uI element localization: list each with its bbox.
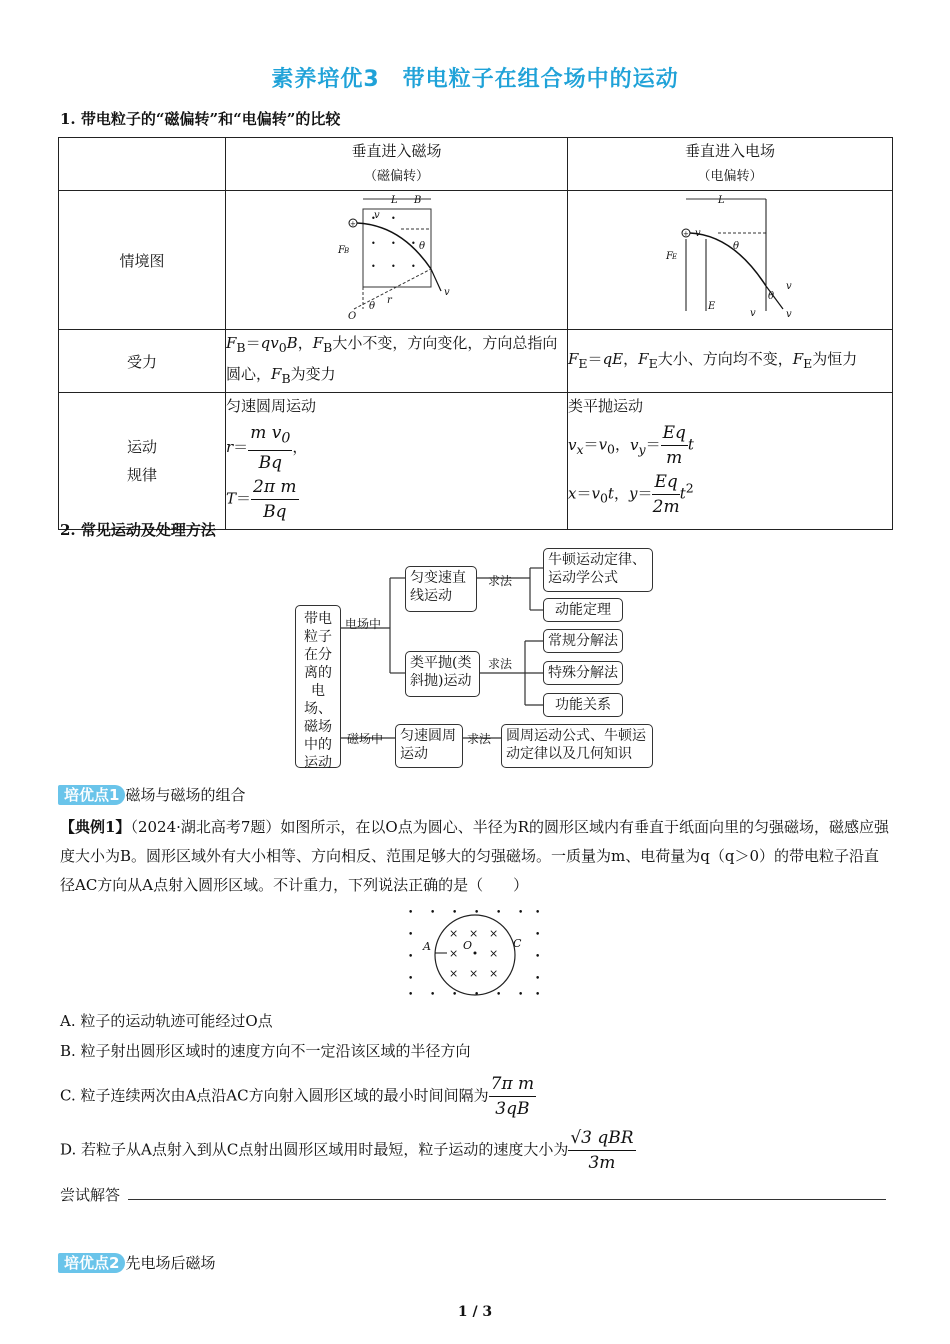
- svg-text:•: •: [411, 262, 416, 271]
- svg-text:•: •: [496, 908, 502, 918]
- header-electric: 垂直进入电场 （电偏转）: [568, 138, 893, 191]
- svg-text:r: r: [387, 295, 392, 306]
- svg-text:•: •: [535, 990, 541, 1000]
- svg-text:F: F: [666, 251, 673, 262]
- svg-text:•: •: [391, 239, 396, 248]
- svg-text:v: v: [444, 287, 450, 298]
- svg-text:•: •: [535, 930, 541, 940]
- svg-text:B: B: [414, 195, 422, 206]
- svg-text:•: •: [408, 930, 414, 940]
- flow-projectile: 类平抛(类斜抛)运动: [405, 651, 480, 697]
- svg-text:•: •: [535, 952, 541, 962]
- svg-text:×: ×: [449, 967, 459, 980]
- svg-text:×: ×: [449, 947, 459, 960]
- flow-circular: 匀速圆周运动: [395, 724, 463, 768]
- flow-method-1: 求法: [488, 574, 513, 588]
- svg-text:•: •: [430, 908, 436, 918]
- svg-text:•: •: [496, 990, 502, 1000]
- svg-text:•: •: [371, 239, 376, 248]
- svg-text:•: •: [474, 990, 480, 1000]
- flow-work: 功能关系: [543, 693, 623, 717]
- method-flowchart: [295, 548, 665, 773]
- svg-text:O: O: [348, 311, 357, 322]
- svg-text:v: v: [786, 281, 792, 292]
- svg-text:×: ×: [469, 927, 479, 940]
- svg-text:•: •: [408, 974, 414, 984]
- option-a: A. 粒子的运动轨迹可能经过O点: [60, 1012, 273, 1030]
- flow-label-mfield: 磁场中: [347, 732, 384, 746]
- electric-force: $F_E=qE$，$F_E$大小、方向均不变，$F_E$为恒力: [568, 330, 893, 393]
- svg-text:+: +: [683, 230, 689, 238]
- example-1-text: 【典例1】（2024·湖北高考7题）如图所示，在以O点为圆心、半径为R的圆形区域内有垂直于纸面向里的匀强磁场，磁感应强度大小为B。圆形区域外有大小相等、方向相反、范围足够大的匀强磁场。一质量为m、电荷量为q（q＞0）的带电粒子沿直径AC方向从A点射入圆形区域。不计重力，下列说法正确的是（ ）: [60, 818, 890, 894]
- svg-text:•: •: [391, 262, 396, 271]
- svg-text:θ: θ: [733, 241, 740, 252]
- svg-text:O: O: [463, 939, 473, 952]
- svg-text:v: v: [750, 308, 756, 319]
- flow-newton: 牛顿运动定律、运动学公式: [543, 548, 653, 592]
- svg-text:×: ×: [469, 967, 479, 980]
- flow-circ-method: 圆周运动公式、牛顿运动定律以及几何知识: [501, 724, 653, 768]
- flow-label-efield: 电场中: [345, 617, 382, 631]
- flow-method-3: 求法: [467, 732, 492, 746]
- option-c: C. 粒子连续两次由A点沿AC方向射入圆形区域的最小时间间隔为 $\frac{\text{7π m}}{3qB}$: [60, 1074, 535, 1119]
- row-label-motion: 运动 规律: [59, 393, 226, 530]
- svg-text:•: •: [452, 990, 458, 1000]
- flow-uniform: 匀变速直线运动: [405, 566, 477, 612]
- svg-text:•: •: [408, 908, 414, 918]
- svg-text:•: •: [371, 262, 376, 271]
- row-label-force: 受力: [59, 330, 226, 393]
- answer-line: [128, 1199, 886, 1200]
- svg-text:E: E: [672, 253, 678, 261]
- svg-text:v: v: [374, 210, 380, 221]
- svg-text:•: •: [430, 990, 436, 1000]
- svg-text:v: v: [786, 309, 792, 320]
- svg-text:•: •: [391, 214, 396, 223]
- svg-text:L: L: [391, 195, 398, 206]
- option-d: D. 若粒子从A点射入到从C点射出圆形区域用时最短，粒子运动的速度大小为 $\frac{\text{√3 qBR}}{3m}$: [60, 1128, 634, 1173]
- svg-text:θ: θ: [768, 291, 775, 302]
- example-1-figure: [405, 905, 545, 1000]
- electric-scene: [568, 191, 893, 330]
- point-2-heading: 培优点2 先电场后磁场: [58, 1252, 215, 1273]
- svg-text:v: v: [695, 228, 701, 239]
- svg-text:•: •: [411, 239, 416, 248]
- svg-text:×: ×: [489, 927, 499, 940]
- svg-text:E: E: [708, 301, 716, 312]
- flow-decomp: 常规分解法: [543, 629, 623, 653]
- header-magnetic: 垂直进入磁场 （磁偏转）: [226, 138, 568, 191]
- svg-text:•: •: [452, 908, 458, 918]
- svg-text:+: +: [350, 220, 356, 228]
- svg-text:θ: θ: [369, 301, 376, 312]
- svg-text:×: ×: [449, 927, 459, 940]
- svg-text:F: F: [338, 245, 345, 256]
- svg-text:A: A: [423, 940, 431, 953]
- svg-text:•: •: [518, 908, 524, 918]
- svg-text:×: ×: [489, 967, 499, 980]
- magnetic-scene: [226, 191, 568, 330]
- svg-text:×: ×: [489, 947, 499, 960]
- magnetic-deflection-figure: [226, 191, 567, 325]
- page-number: 1 / 3: [457, 1304, 493, 1320]
- svg-text:θ: θ: [419, 241, 426, 252]
- flow-energy: 动能定理: [543, 598, 623, 622]
- try-answer-label: 尝试解答: [60, 1186, 121, 1204]
- row-label-scene: 情境图: [59, 191, 226, 330]
- svg-text:•: •: [371, 214, 376, 223]
- svg-text:C: C: [513, 937, 522, 950]
- point-1-badge: 培优点1: [58, 785, 125, 805]
- svg-text:•: •: [408, 990, 414, 1000]
- svg-text:•: •: [518, 990, 524, 1000]
- electric-deflection-figure: [568, 191, 892, 325]
- electric-motion: 类平抛运动 $v_x=v_0$，$v_y=$ $\frac{Eq}{m}$ t $x=v_0t$，y＝ $\frac{Eq}{2m}$ $t^2$: [568, 393, 893, 530]
- svg-text:B: B: [344, 247, 350, 255]
- svg-text:•: •: [535, 974, 541, 984]
- section-1-heading: 1. 带电粒子的“磁偏转”和“电偏转”的比较: [60, 110, 341, 128]
- point-2-badge: 培优点2: [58, 1253, 125, 1273]
- svg-text:•: •: [474, 908, 480, 918]
- comparison-table: [58, 137, 893, 530]
- option-b: B. 粒子射出圆形区域时的速度方向不一定沿该区域的半径方向: [60, 1042, 471, 1060]
- section-2-heading: 2. 常见运动及处理方法: [60, 521, 216, 539]
- page-title: 素养培优3 带电粒子在组合场中的运动: [271, 67, 679, 92]
- svg-text:•: •: [408, 952, 414, 962]
- magnetic-motion: 匀速圆周运动 r＝ $\frac{m v_0}{Bq}$ ， T＝ $\frac{\text{2π m}}{Bq}$: [226, 393, 568, 530]
- flow-method-2: 求法: [488, 657, 513, 671]
- flow-root: 带电粒子在分离的电场、磁场中的运动: [295, 605, 341, 768]
- point-1-heading: 培优点1 磁场与磁场的组合: [58, 784, 245, 805]
- svg-text:•: •: [535, 908, 541, 918]
- svg-text:L: L: [718, 195, 725, 206]
- magnetic-force: $F_B=qv_0B$，$F_B$大小不变，方向变化，方向总指向圆心，$F_B$为变力: [226, 330, 568, 393]
- flow-special: 特殊分解法: [543, 661, 623, 685]
